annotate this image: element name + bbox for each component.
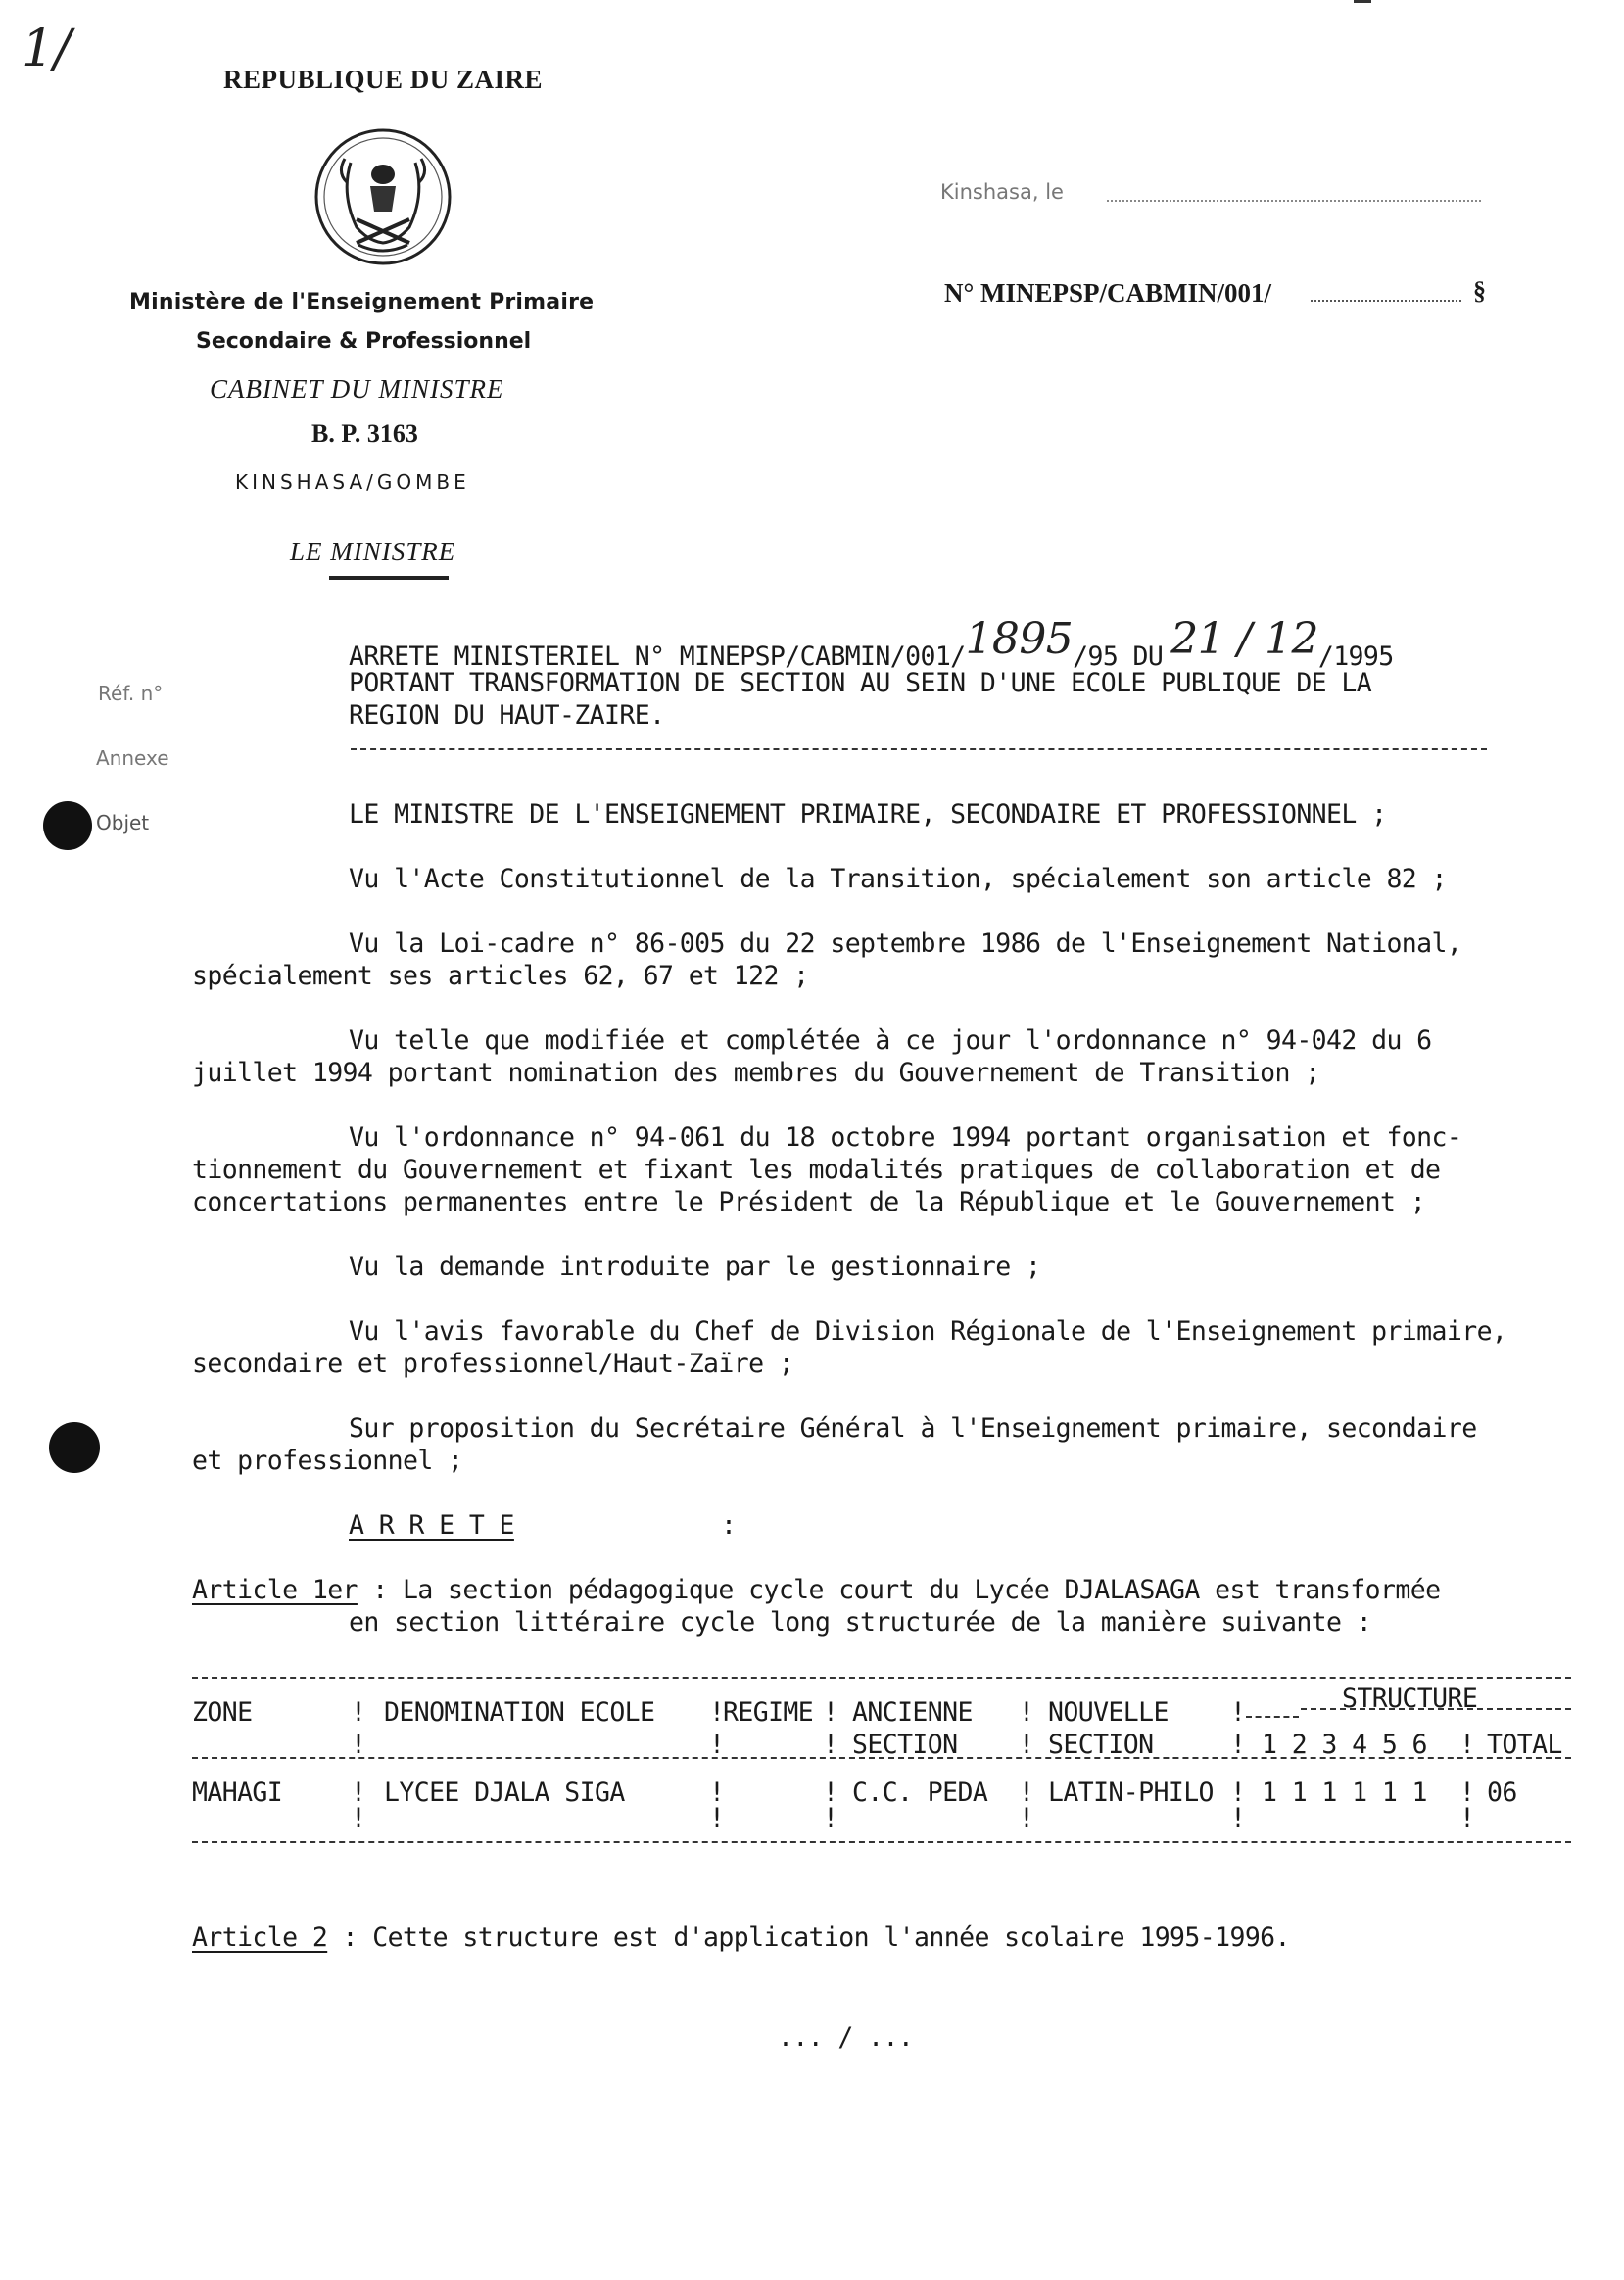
structure-table: [192, 1655, 1571, 1851]
ministry-line-1: Ministère de l'Enseignement Primaire: [129, 290, 595, 314]
cell-denomination: LYCEE DJALA SIGA: [384, 1778, 625, 1808]
arrete-heading: A R R E T E: [349, 1510, 514, 1541]
ref-margin-label: Réf. n°: [98, 682, 164, 705]
reference-number-dotted-line: [1311, 300, 1461, 302]
considerant-3-line-2: juillet 1994 portant nomination des membres du Gouvernement de Transition ;: [192, 1058, 1320, 1088]
header-years: 1 2 3 4 5 6: [1262, 1730, 1427, 1760]
proposition-line-1: Sur proposition du Secrétaire Général à l'Enseignement primaire, secondaire: [349, 1413, 1477, 1444]
col-separator: !: [709, 1730, 725, 1760]
reference-end-mark: §: [1473, 276, 1486, 305]
punch-hole-bottom: [49, 1422, 100, 1473]
header-nouvelle-line-1: NOUVELLE: [1048, 1697, 1169, 1728]
col-separator: !: [1019, 1730, 1034, 1760]
cabinet-label: CABINET DU MINISTRE: [210, 374, 504, 404]
top-edge-mark: [1354, 0, 1371, 3]
republic-name: REPUBLIQUE DU ZAIRE: [223, 65, 544, 94]
decree-title-line-1: ARRETE MINISTERIEL N° MINEPSP/CABMIN/001/1895/95 DU 21 / 12/1995: [349, 614, 1394, 672]
handwritten-decree-number: 1895: [965, 614, 1074, 664]
considerant-4-line-3: concertations permanentes entre le Président de la République et le Gouvernement ;: [192, 1187, 1426, 1217]
city-label: KINSHASA/GOMBE: [235, 470, 470, 494]
col-separator: !: [351, 1730, 366, 1760]
col-separator: !: [351, 1697, 366, 1728]
place-date-label: Kinshasa, le: [940, 180, 1064, 204]
col-separator: !: [1459, 1778, 1475, 1808]
table-top-rule: [192, 1677, 1571, 1679]
considerant-2-line-2: spécialement ses articles 62, 67 et 122 ;: [192, 961, 809, 991]
col-separator: !: [351, 1803, 366, 1833]
coat-of-arms-emblem: [311, 125, 454, 268]
article-2-text: : Cette structure est d'application l'année scolaire 1995-1996.: [327, 1923, 1290, 1953]
header-regime: REGIME: [723, 1697, 814, 1728]
page-continuation: ... / ...: [778, 2022, 914, 2053]
col-separator: !: [1459, 1730, 1475, 1760]
punch-hole-top: [43, 801, 92, 850]
col-separator: !: [823, 1730, 838, 1760]
objet-margin-label: Objet: [96, 811, 150, 834]
structure-rule-left: [1246, 1716, 1299, 1718]
article-1-line-1: [192, 1574, 1440, 1606]
col-separator: !: [1230, 1697, 1246, 1728]
header-nouvelle-line-2: SECTION: [1048, 1730, 1154, 1760]
decree-date-year: /1995: [1317, 641, 1394, 672]
col-separator: !: [1019, 1803, 1034, 1833]
cell-zone: MAHAGI: [192, 1778, 283, 1808]
decree-title-line-3: REGION DU HAUT-ZAIRE.: [349, 700, 665, 731]
col-separator: !: [1019, 1778, 1034, 1808]
cell-ancienne-section: C.C. PEDA: [852, 1778, 988, 1808]
table-bottom-rule: [192, 1841, 1571, 1843]
header-structure: STRUCTURE: [1342, 1684, 1478, 1714]
considerant-5: Vu la demande introduite par le gestionnaire ;: [349, 1252, 1041, 1282]
title-dashed-rule: [351, 748, 1487, 750]
article-2-line: [192, 1922, 1290, 1954]
col-separator: !: [1230, 1730, 1246, 1760]
ministry-line-2: Secondaire & Professionnel: [196, 329, 532, 354]
cell-total: 06: [1487, 1778, 1517, 1808]
margin-handwritten-mark: 1/: [22, 20, 72, 78]
col-separator: !: [709, 1697, 725, 1728]
handwritten-day: 21: [1170, 614, 1225, 664]
considerant-6-line-1: Vu l'avis favorable du Chef de Division Régionale de l'Enseignement primaire,: [349, 1316, 1507, 1347]
postal-box: B. P. 3163: [311, 419, 418, 448]
header-denomination: DENOMINATION ECOLE: [384, 1697, 655, 1728]
col-separator: !: [709, 1803, 725, 1833]
minister-heading: LE MINISTRE DE L'ENSEIGNEMENT PRIMAIRE, SECONDAIRE ET PROFESSIONNEL ;: [349, 799, 1387, 830]
col-separator: !: [709, 1778, 725, 1808]
considerant-1: Vu l'Acte Constitutionnel de la Transition, spécialement son article 82 ;: [349, 864, 1447, 894]
header-total: TOTAL: [1487, 1730, 1562, 1760]
col-separator: !: [1459, 1803, 1475, 1833]
article-2-label: Article 2: [192, 1923, 328, 1953]
considerant-3-line-1: Vu telle que modifiée et complétée à ce jour l'ordonnance n° 94-042 du 6: [349, 1025, 1432, 1056]
decree-number-prefix: ARRETE MINISTERIEL N° MINEPSP/CABMIN/001/: [349, 641, 966, 672]
proposition-line-2: et professionnel ;: [192, 1446, 463, 1476]
col-separator: !: [823, 1778, 838, 1808]
handwritten-month: 12: [1265, 614, 1318, 664]
considerant-4-line-2: tionnement du Gouvernement et fixant les modalités pratiques de collaboration et de: [192, 1155, 1441, 1185]
cell-years: 1 1 1 1 1 1: [1262, 1778, 1427, 1808]
header-bottom-rule: [192, 1757, 1571, 1759]
place-date-dotted-line: [1107, 200, 1481, 202]
article-1-line-2: en section littéraire cycle long structurée de la manière suivante :: [349, 1607, 1372, 1638]
col-separator: !: [1019, 1697, 1034, 1728]
header-zone: ZONE: [192, 1697, 253, 1728]
annexe-margin-label: Annexe: [96, 746, 169, 770]
header-ancienne-line-1: ANCIENNE: [852, 1697, 973, 1728]
col-separator: !: [823, 1803, 838, 1833]
considerant-2-line-1: Vu la Loi-cadre n° 86-005 du 22 septembre 1986 de l'Enseignement National,: [349, 928, 1462, 959]
considerant-6-line-2: secondaire et professionnel/Haut-Zaïre ;: [192, 1349, 794, 1379]
structure-underline: [1301, 1708, 1571, 1710]
col-separator: !: [823, 1697, 838, 1728]
article-1-text: : La section pédagogique cycle court du Lycée DJALASAGA est transformée: [357, 1575, 1441, 1605]
header-ancienne-line-2: SECTION: [852, 1730, 958, 1760]
cell-nouvelle-section: LATIN-PHILO: [1048, 1778, 1214, 1808]
signatory-underline: [329, 576, 449, 580]
decree-title-line-2: PORTANT TRANSFORMATION DE SECTION AU SEIN D'UNE ECOLE PUBLIQUE DE LA: [349, 668, 1372, 698]
article-1-label: Article 1er: [192, 1575, 358, 1605]
signatory-label: LE MINISTRE: [290, 537, 456, 566]
considerant-4-line-1: Vu l'ordonnance n° 94-061 du 18 octobre 1994 portant organisation et fonc-: [349, 1122, 1462, 1153]
decree-year-du: /95 DU: [1073, 641, 1164, 672]
col-separator: !: [351, 1778, 366, 1808]
col-separator: !: [1230, 1803, 1246, 1833]
arrete-colon: :: [721, 1510, 737, 1541]
reference-number-label: N° MINEPSP/CABMIN/001/: [944, 278, 1272, 308]
col-separator: !: [1230, 1778, 1246, 1808]
